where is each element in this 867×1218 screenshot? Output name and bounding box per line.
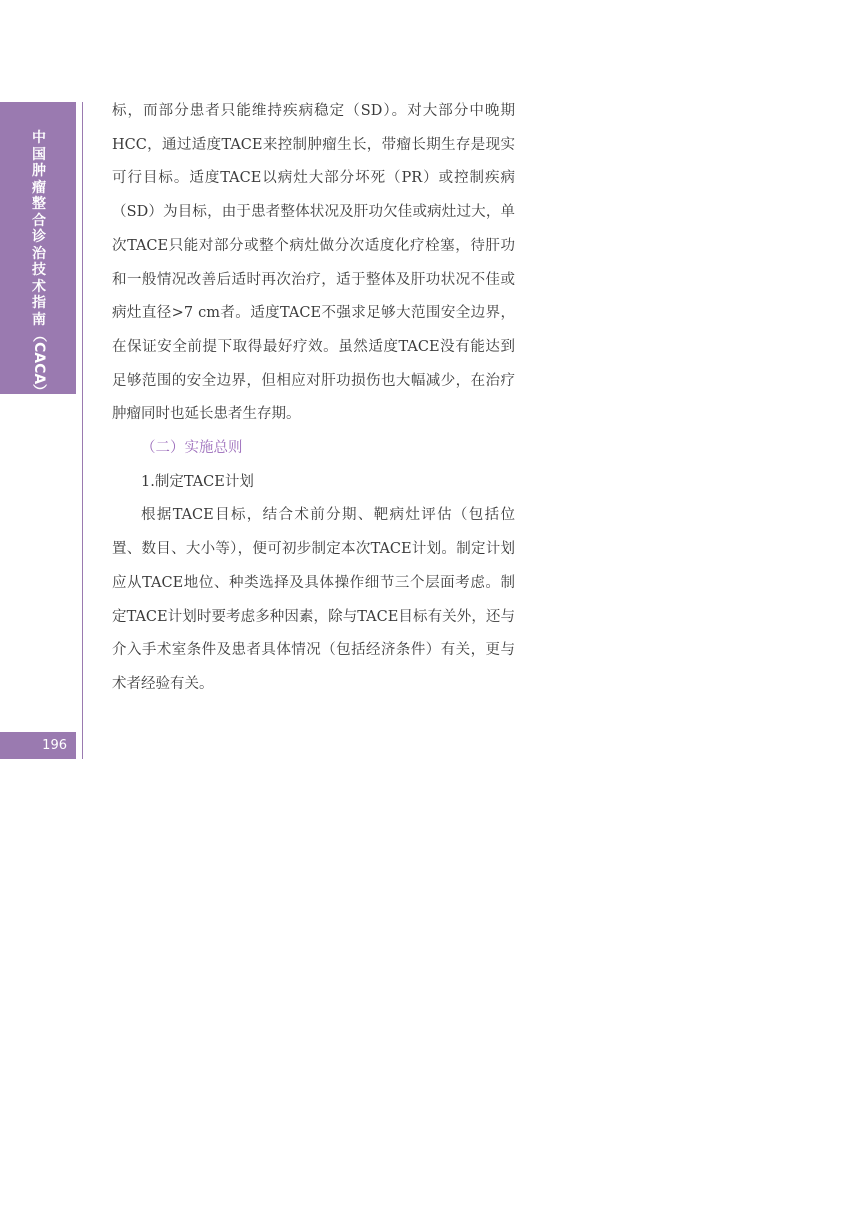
page-number: 196: [0, 732, 76, 759]
sidebar-title-abbrev: （CACA）: [31, 328, 47, 399]
sidebar-title-chinese: 中国肿瘤整合诊治技术指南: [32, 130, 46, 328]
paragraph: 根据TACE目标，结合术前分期、靶病灶评估（包括位置、数目、大小等），便可初步制定本次TACE计划。制定计划应从TACE地位、种类选择及具体操作细节三个层面考虑。制定TACE计划时要考虑多种因素，除与TACE目标有关外，还与介入手术室条件及患者具体情况（包括经济条件）有关，更与术者经验有关。: [112, 507, 515, 692]
paragraph-continued: 标，而部分患者只能维持疾病稳定（SD）。对大部分中晚期HCC，通过适度TACE来控制肿瘤生长，带瘤长期生存是现实可行目标。适度TACE以病灶大部分坏死（PR）或控制疾病（SD）为目标，由于患者整体状况及肝功欠佳或病灶过大，单次TACE只能对部分或整个病灶做分次适度化疗栓塞，待肝功和一般情况改善后适时再次治疗，适于整体及肝功状况不佳或病灶直径>7 cm者。适度TACE不强求足够大范围安全边界，在保证安全前提下取得最好疗效。虽然适度TACE没有能达到足够范围的安全边界，但相应对肝功损伤也大幅减少，在治疗肿瘤同时也延长患者生存期。: [112, 103, 515, 423]
sidebar-book-title: [28, 130, 50, 398]
main-content: [112, 95, 515, 702]
section-heading: （二）实施总则: [141, 440, 243, 457]
margin-divider: [82, 102, 83, 759]
subsection-heading: 1.制定TACE计划: [141, 473, 254, 490]
